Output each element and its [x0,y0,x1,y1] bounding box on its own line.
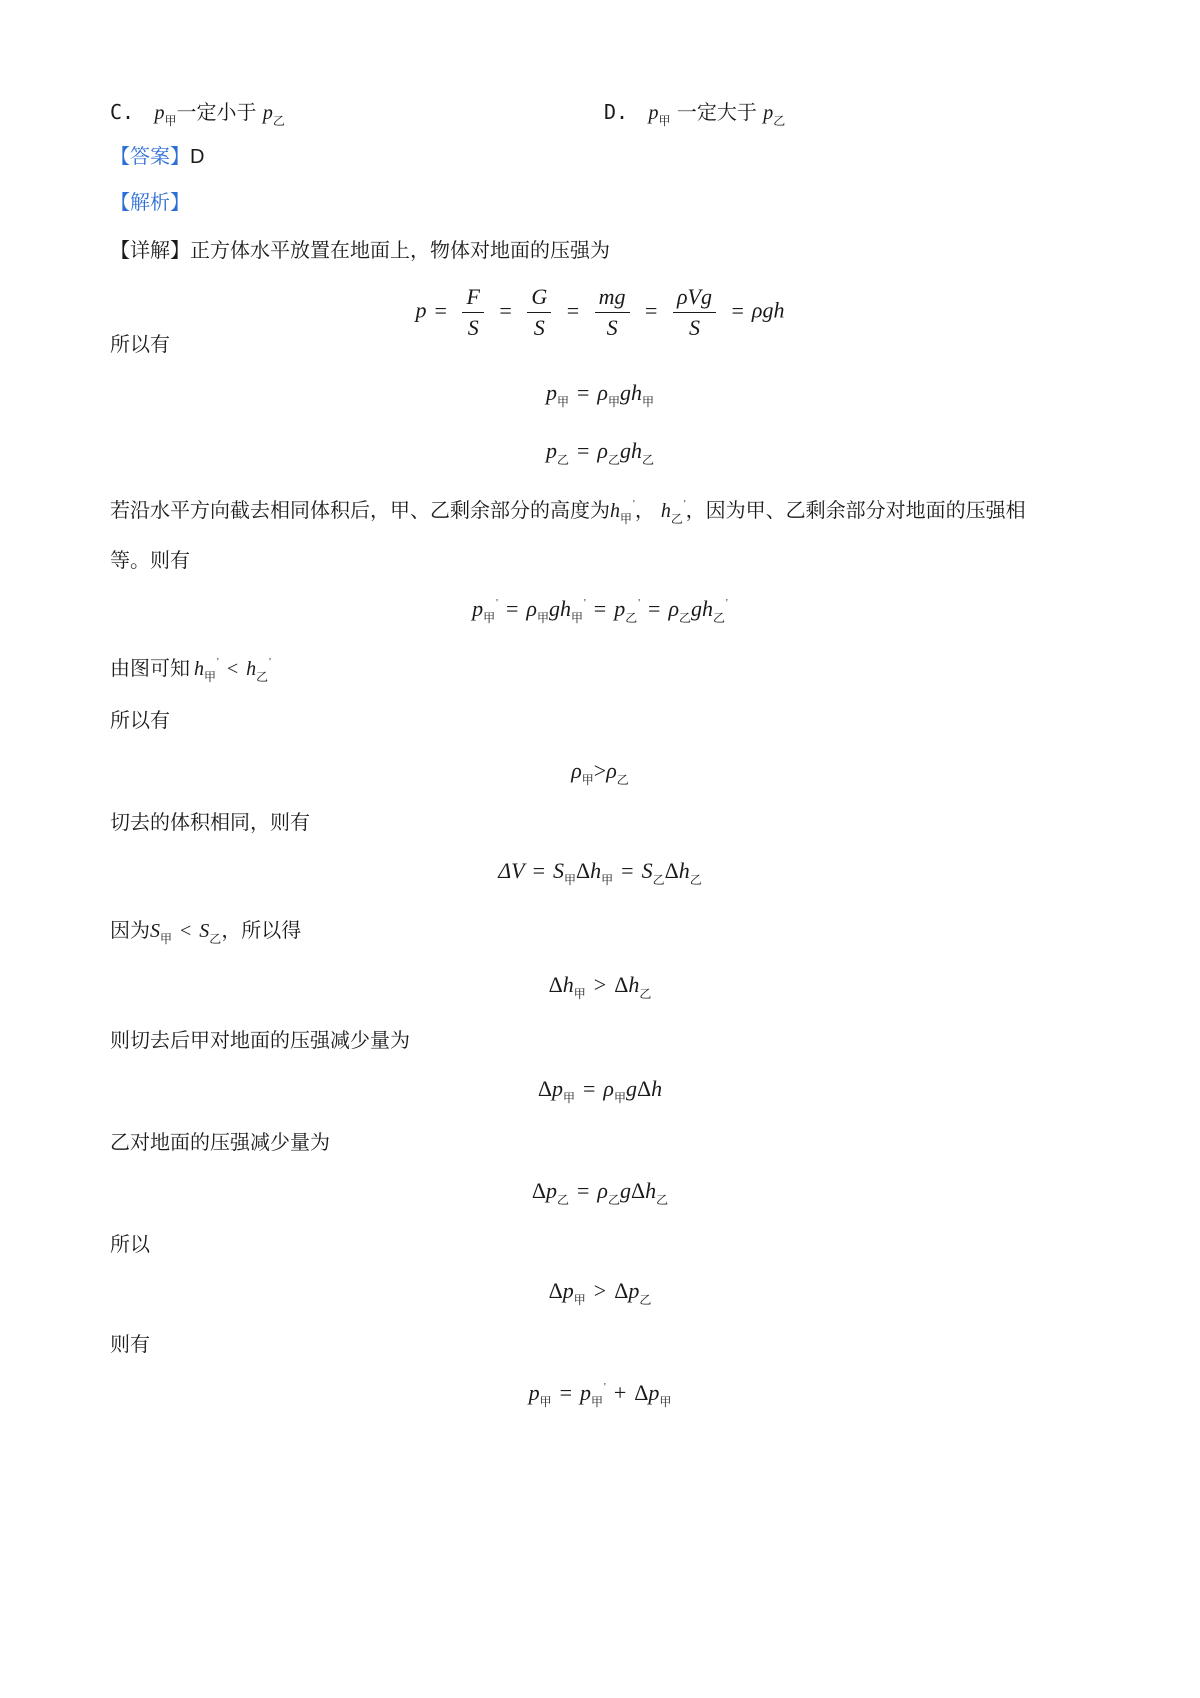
detail-line [110,234,610,263]
math-delta: Δ [637,1076,652,1101]
equation-density-compare [0,758,1200,787]
equation-dp-yi [0,1178,1200,1207]
text-cut-same-volume [110,806,310,835]
math-prime: ' [269,657,271,668]
math-dV: ΔV [498,858,525,883]
text-suoyi-you-2-label: 所以有 [110,708,170,732]
sub-jia: 甲 [536,611,549,625]
sub-yi: 乙 [656,1193,669,1207]
option-d-text: 一定大于 [676,100,757,124]
math-h: h [628,972,640,997]
math-h: h [631,438,642,463]
sub-jia: 甲 [607,395,620,409]
equation-pressure-formula [0,284,1200,341]
sub-yi: 乙 [256,670,269,684]
equation-dp-jia [0,1076,1200,1105]
text-because-area [110,914,302,946]
math-delta: Δ [614,972,629,997]
math-h: h [651,1076,663,1101]
sub-yi: 乙 [625,611,638,625]
math-p: p [763,102,774,124]
sub-jia: 甲 [613,1091,626,1105]
math-delta: Δ [576,858,591,883]
sub-yi: 乙 [556,453,569,467]
math-eq: = [559,1380,572,1405]
sub-jia: 甲 [539,1395,552,1409]
equation-height-decrease-compare [0,972,1200,1001]
math-h: h [660,500,671,522]
equation-p-jia [0,380,1200,409]
fraction [527,284,551,341]
math-eq: = [434,297,447,323]
fraction [673,284,716,341]
math-S: S [533,315,545,340]
math-h: h [631,380,642,405]
math-h: h [590,858,602,883]
text-suoyi-you-label: 所以有 [110,332,170,356]
text-cut-line2 [110,544,190,573]
math-p: p [154,102,165,124]
sub-jia: 甲 [658,114,671,128]
sub-jia: 甲 [483,611,496,625]
sub-yi: 乙 [639,987,652,1001]
sub-jia: 甲 [160,932,173,946]
sub-jia: 甲 [620,512,633,526]
math-h: h [246,658,257,680]
math-prime: ' [683,499,686,510]
answer-value: D [190,146,205,168]
sub-yi: 乙 [607,453,620,467]
text-suoyi-you-2 [110,704,170,733]
math-delta: Δ [537,1076,552,1101]
sub-jia: 甲 [573,1293,586,1307]
text-because-label: 因为 [110,918,150,942]
math-eq: = [577,380,590,405]
math-delta: Δ [548,972,563,997]
math-g: g [620,1178,631,1203]
math-delta: Δ [634,1380,649,1405]
math-p: p [262,102,273,124]
math-g: g [620,438,631,463]
equation-p-yi [0,438,1200,467]
math-eq: = [621,858,634,883]
math-h: h [194,658,204,680]
math-eq: = [645,297,658,323]
math-lt: < [180,920,192,942]
math-rho: ρ [603,1076,614,1101]
sub-jia: 甲 [591,1395,604,1409]
analysis-line [110,186,190,215]
text-cut-line2-label: 等。则有 [110,548,190,572]
math-eq: = [566,297,580,323]
sub-yi: 乙 [616,773,629,787]
math-rho: ρ [668,596,680,621]
text-cut-line1 [110,494,1026,526]
option-d [604,96,786,128]
sub-yi: 乙 [556,1193,569,1207]
option-c [110,96,285,128]
sub-jia: 甲 [581,773,594,787]
text-yi-decrease [110,1126,330,1155]
equation-volume [0,858,1200,887]
sub-yi: 乙 [689,873,702,887]
sub-yi: 乙 [272,114,285,128]
math-p: p [472,596,484,621]
answer-tag: 【答案】 [110,144,190,168]
math-rho: ρ [526,596,537,621]
math-h: h [610,500,620,522]
fraction [595,284,630,341]
equation-remaining-pressure [0,596,1200,625]
math-prime: ' [638,598,641,609]
sub-yi: 乙 [670,512,683,526]
text-cut-line1-b: ， [634,498,655,522]
math-h: h [645,1178,657,1203]
sub-yi: 乙 [607,1193,620,1207]
sub-jia: 甲 [573,987,586,1001]
sub-jia: 甲 [642,395,655,409]
math-rhogh: ρgh [751,297,785,323]
math-delta: Δ [548,1278,563,1303]
math-h: h [678,858,690,883]
sub-yi: 乙 [639,1293,652,1307]
math-h: h [562,972,574,997]
sub-jia: 甲 [562,1091,575,1105]
math-prime: ' [726,598,728,609]
detail-tag: 【详解】 [110,238,190,262]
math-S: S [688,315,700,340]
sub-yi: 乙 [713,611,726,625]
math-S: S [467,315,479,340]
text-suoyi-you [110,328,170,357]
math-lt: < [226,658,239,680]
sub-yi: 乙 [679,611,692,625]
math-p: p [648,102,659,124]
text-ze-you-label: 则有 [110,1332,150,1356]
math-eq: = [648,596,661,621]
math-h: h [559,596,571,621]
math-S: S [150,920,160,942]
math-gt: > [593,758,607,783]
math-rho: ρ [597,438,608,463]
math-S: S [552,858,564,883]
math-S: S [606,315,618,340]
sub-jia: 甲 [204,670,217,684]
detail-text: 正方体水平放置在地面上，物体对地面的压强为 [190,238,610,262]
sub-yi: 乙 [642,453,655,467]
math-delta: Δ [531,1178,546,1203]
math-eq: = [577,1178,590,1203]
math-p: p [648,1380,660,1405]
text-from-figure [110,652,271,684]
math-plus: + [613,1380,627,1405]
math-G: G [527,284,551,313]
option-c-label: C. [110,100,135,124]
math-delta: Δ [631,1178,646,1203]
math-rho: ρ [606,758,617,783]
math-S: S [641,858,653,883]
math-g: g [691,596,703,621]
text-cut-line1-a: 若沿水平方向截去相同体积后，甲、乙剩余部分的高度为 [110,498,610,522]
math-eq: = [577,438,590,463]
sub-jia: 甲 [659,1395,672,1409]
text-cut-same-volume-label: 切去的体积相同，则有 [110,810,310,834]
math-p: p [415,297,427,323]
analysis-tag: 【解析】 [110,190,190,214]
math-p: p [580,1380,591,1405]
math-p: p [562,1278,574,1303]
math-mg: mg [595,284,630,313]
text-suoyi-label: 所以 [110,1232,150,1256]
math-p: p [628,1278,640,1303]
math-eq: = [505,596,519,621]
math-F: F [462,284,483,313]
sub-jia: 甲 [164,114,177,128]
answer-line [110,140,204,169]
sub-yi: 乙 [209,932,222,946]
text-from-figure-label: 由图可知 [110,656,190,680]
math-p: p [545,1178,557,1203]
math-g: g [620,380,631,405]
math-gt: > [593,1278,607,1303]
math-eq: = [731,297,744,323]
math-eq: = [499,297,512,323]
math-p: p [614,596,626,621]
sub-yi: 乙 [773,114,786,128]
math-eq: = [532,858,545,883]
sub-yi: 乙 [652,873,665,887]
option-d-label: D. [604,100,629,124]
option-c-text: 一定小于 [176,100,257,124]
math-p: p [551,1076,563,1101]
text-suoyi [110,1228,150,1257]
equation-p-jia-sum [0,1380,1200,1409]
math-prime: ' [633,499,635,510]
math-prime: ' [217,657,219,668]
math-g: g [548,596,560,621]
text-yi-decrease-label: 乙对地面的压强减少量为 [110,1130,330,1154]
math-S: S [199,920,210,942]
equation-dp-compare [0,1278,1200,1307]
math-gt: > [593,972,607,997]
text-so-get: ，所以得 [221,918,302,942]
sub-jia: 甲 [563,873,576,887]
text-jia-decrease-label: 则切去后甲对地面的压强减少量为 [110,1028,410,1052]
sub-jia: 甲 [601,873,614,887]
math-eq: = [593,596,607,621]
math-p: p [545,380,557,405]
fraction [462,284,483,341]
text-ze-you [110,1328,150,1357]
math-rho: ρ [597,1178,608,1203]
math-prime: ' [496,598,498,609]
math-p: p [545,438,557,463]
math-prime: ' [604,1382,606,1393]
math-delta: Δ [614,1278,629,1303]
math-rho: ρ [571,758,582,783]
math-prime: ' [583,598,586,609]
math-rho: ρ [597,380,608,405]
math-rhoVg: ρVg [673,284,716,313]
math-delta: Δ [664,858,679,883]
sub-jia: 甲 [570,611,583,625]
text-cut-line1-c: ，因为甲、乙剩余部分对地面的压强相 [685,498,1026,522]
math-g: g [626,1076,637,1101]
text-jia-decrease [110,1024,410,1053]
math-eq: = [583,1076,596,1101]
math-p: p [528,1380,540,1405]
math-h: h [702,596,714,621]
sub-jia: 甲 [556,395,569,409]
